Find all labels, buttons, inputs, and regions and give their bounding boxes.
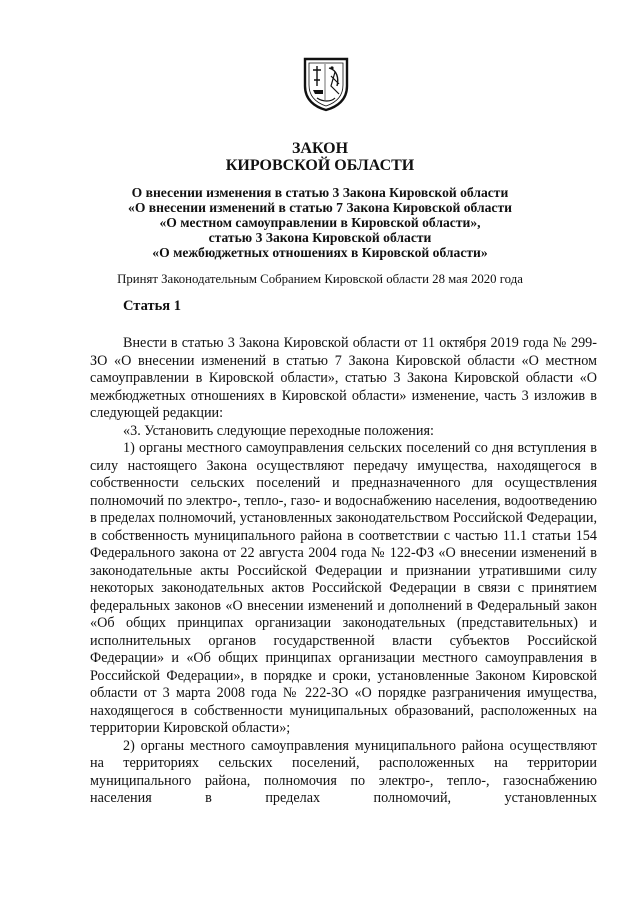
subtitle-line-3: «О местном самоуправлении в Кировской области»,	[159, 215, 481, 230]
document-body	[90, 335, 597, 808]
coat-of-arms-icon	[301, 56, 351, 112]
subtitle-line-5: «О межбюджетных отношениях в Кировской области»	[152, 245, 488, 260]
subtitle-line-4: статью 3 Закона Кировской области	[208, 230, 432, 245]
adoption-note: Принят Законодательным Собранием Кировской области 28 мая 2020 года	[117, 272, 523, 286]
law-heading: ЗАКОН	[291, 140, 349, 157]
article-heading: Статья 1	[123, 298, 181, 314]
paragraph-item-1: 1) органы местного самоуправления сельских поселений со дня вступления в силу настоящего Закона осуществляют передачу имущества, находящегося в собственности сельских поселений и предназначенного для осуществления полномочий по электро-, тепло-, газо- и водоснабжению населения, водоотведению в пределах полномочий, установленных законодательством Российской Федерации, в собственность муниципального района в соответствии с частью 11.1 статьи 154 Федерального закона от 22 августа 2004 года № 122-ФЗ «О внесении изменений в законодательные акты Российской Федерации и признании утратившими силу некоторых законодательных актов Российской Федерации в связи с принятием федеральных законов «О внесении изменений и дополнений в Федеральный закон «Об общих принципах организации законодательных (представительных) и исполнительных органов государственной власти субъектов Российской Федерации» и «Об общих принципах организации местного самоуправления в Российской Федерации», в порядке и сроки, установленные Законом Кировской области от 3 марта 2008 года № 222-ЗО «О порядке разграничения имущества, находящегося в собственности муниципальных образований, расположенных на территории Кировской области»;	[90, 440, 597, 736]
subtitle-line-2: «О внесении изменений в статью 7 Закона Кировской области	[128, 200, 512, 215]
region-heading: КИРОВСКОЙ ОБЛАСТИ	[225, 157, 415, 174]
paragraph-transitional: «3. Установить следующие переходные положения:	[123, 422, 434, 439]
paragraph-item-2: 2) органы местного самоуправления муниципального района осуществляют на территориях сельских поселений, расположенных на территории муниципального района, полномочия по электро-, тепло-, газоснабжению населения в пределах полномочий, установленных	[90, 737, 597, 806]
subtitle-line-1: О внесении изменения в статью 3 Закона Кировской области	[131, 185, 509, 200]
paragraph-intro: Внести в статью 3 Закона Кировской области от 11 октября 2019 года № 299-ЗО «О внесении изменений в статью 7 Закона Кировской области «О местном самоуправлении в Кировской области», статью 3 Закона Кировской области «О межбюджетных отношениях в Кировской области» изменение, часть 3 изложив в следующей редакции:	[90, 335, 597, 421]
